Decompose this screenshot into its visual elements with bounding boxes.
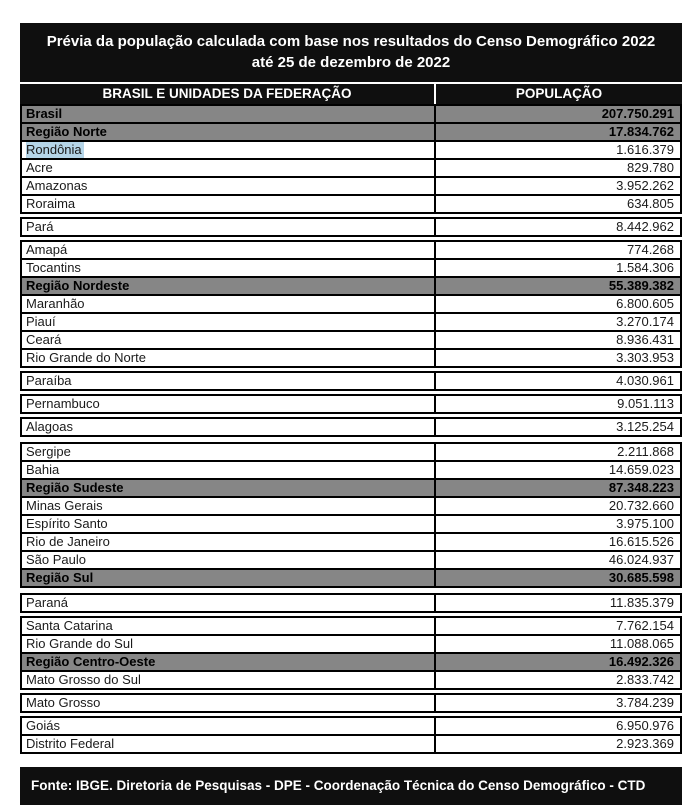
population-table-document <box>20 23 682 805</box>
population-value-cell: 3.125.254 <box>616 419 674 434</box>
federation-name-cell: Ceará <box>22 332 436 348</box>
federation-name-cell: Região Sudeste <box>22 480 436 496</box>
federation-name-cell: Rio de Janeiro <box>22 534 436 550</box>
table-row <box>20 478 682 498</box>
table-row <box>20 460 682 480</box>
table-row <box>20 371 682 391</box>
table-row <box>20 104 682 124</box>
population-value-cell: 11.835.379 <box>609 595 674 610</box>
population-value-cell: 14.659.023 <box>608 462 674 477</box>
document-title: Prévia da população calculada com base nos resultados do Censo Demográfico 2022 até 25 de dezembro de 2022 <box>20 23 682 82</box>
population-value-cell: 11.088.065 <box>609 636 674 651</box>
population-value-cell: 46.024.937 <box>608 552 674 567</box>
table-row <box>20 652 682 672</box>
population-value-cell: 87.348.223 <box>608 480 674 495</box>
table-row <box>20 550 682 570</box>
table-row <box>20 616 682 636</box>
table-row <box>20 670 682 690</box>
federation-name-cell: Paraíba <box>22 373 436 389</box>
population-value-cell: 3.952.262 <box>616 178 674 193</box>
population-value-cell: 1.584.306 <box>616 260 674 275</box>
table-row <box>20 194 682 214</box>
table-row <box>20 176 682 196</box>
federation-name-cell: Espírito Santo <box>22 516 436 532</box>
population-value-cell: 3.270.174 <box>616 314 674 329</box>
population-value-cell: 16.615.526 <box>608 534 674 549</box>
federation-name-cell: Brasil <box>22 106 436 122</box>
table-row <box>20 394 682 414</box>
table-row <box>20 158 682 178</box>
federation-name-cell: Santa Catarina <box>22 618 436 634</box>
federation-name-cell: Tocantins <box>22 260 436 276</box>
table-row <box>20 568 682 588</box>
table-row <box>20 442 682 462</box>
table-row <box>20 734 682 754</box>
table-row <box>20 294 682 314</box>
population-value-cell: 7.762.154 <box>616 618 674 633</box>
federation-name-cell: Distrito Federal <box>22 736 436 752</box>
table-row <box>20 122 682 142</box>
federation-name-cell: Bahia <box>22 462 436 478</box>
federation-name-cell: Piauí <box>22 314 436 330</box>
table-row <box>20 514 682 534</box>
table-row <box>20 258 682 278</box>
population-value-cell: 774.268 <box>627 242 674 257</box>
source-bar: Fonte: IBGE. Diretoria de Pesquisas - DPE - Coordenação Técnica do Censo Demográfico - CTD <box>20 767 682 805</box>
population-value-cell: 6.950.976 <box>616 718 674 733</box>
table-body <box>20 104 682 754</box>
population-value-cell: 8.936.431 <box>616 332 674 347</box>
federation-name-cell: Maranhão <box>22 296 436 312</box>
federation-name-cell: Alagoas <box>22 419 436 435</box>
population-value-cell: 8.442.962 <box>616 219 674 234</box>
federation-name-cell: Rio Grande do Norte <box>22 350 436 366</box>
federation-name-cell <box>22 142 436 158</box>
population-value-cell: 3.975.100 <box>616 516 674 531</box>
table-row <box>20 693 682 713</box>
federation-name-cell: Mato Grosso do Sul <box>22 672 436 688</box>
federation-name-cell: Região Centro-Oeste <box>22 654 436 670</box>
selected-text-highlight[interactable]: Rondônia <box>26 142 82 157</box>
federation-name-cell: Região Norte <box>22 124 436 140</box>
federation-name-cell: Minas Gerais <box>22 498 436 514</box>
federation-name-cell: Amazonas <box>22 178 436 194</box>
population-value-cell: 16.492.326 <box>608 654 674 669</box>
population-value-cell: 2.833.742 <box>616 672 674 687</box>
federation-name-cell: Amapá <box>22 242 436 258</box>
population-value-cell: 4.030.961 <box>616 373 674 388</box>
table-row <box>20 348 682 368</box>
federation-name-cell: Sergipe <box>22 444 436 460</box>
table-row <box>20 330 682 350</box>
table-row <box>20 532 682 552</box>
federation-name-cell: Mato Grosso <box>22 695 436 711</box>
table-row <box>20 276 682 296</box>
table-row <box>20 217 682 237</box>
population-value-cell: 30.685.598 <box>608 570 674 585</box>
federation-name-cell: Roraima <box>22 196 436 212</box>
population-value-cell: 9.051.113 <box>617 396 674 411</box>
column-header-population: POPULAÇÃO <box>515 86 603 101</box>
federation-name-cell: Pará <box>22 219 436 235</box>
population-value-cell: 20.732.660 <box>608 498 674 513</box>
table-row <box>20 593 682 613</box>
federation-name-cell: Goiás <box>22 718 436 734</box>
population-value-cell: 3.303.953 <box>616 350 674 365</box>
federation-name-cell: Acre <box>22 160 436 176</box>
federation-name-cell: Região Sul <box>22 570 436 586</box>
population-value-cell: 6.800.605 <box>616 296 674 311</box>
table-row <box>20 634 682 654</box>
population-value-cell: 634.805 <box>627 196 674 211</box>
population-value-cell: 1.616.379 <box>616 142 674 157</box>
federation-name-cell: Rio Grande do Sul <box>22 636 436 652</box>
column-header-federation: BRASIL E UNIDADES DA FEDERAÇÃO <box>20 84 436 104</box>
population-value-cell: 17.834.762 <box>608 124 674 139</box>
table-row <box>20 417 682 437</box>
table-row <box>20 716 682 736</box>
population-value-cell: 829.780 <box>627 160 674 175</box>
federation-name-cell: Região Nordeste <box>22 278 436 294</box>
population-value-cell: 55.389.382 <box>608 278 674 293</box>
federation-name-cell: Paraná <box>22 595 436 611</box>
table-row <box>20 240 682 260</box>
table-row <box>20 140 682 160</box>
population-value-cell: 2.211.868 <box>617 444 674 459</box>
federation-name-cell: São Paulo <box>22 552 436 568</box>
population-value-cell: 207.750.291 <box>601 106 674 121</box>
population-value-cell: 2.923.369 <box>616 736 674 751</box>
table-row <box>20 496 682 516</box>
table-row <box>20 312 682 332</box>
federation-name-cell: Pernambuco <box>22 396 436 412</box>
population-value-cell: 3.784.239 <box>616 695 674 710</box>
table-column-header <box>20 82 682 104</box>
